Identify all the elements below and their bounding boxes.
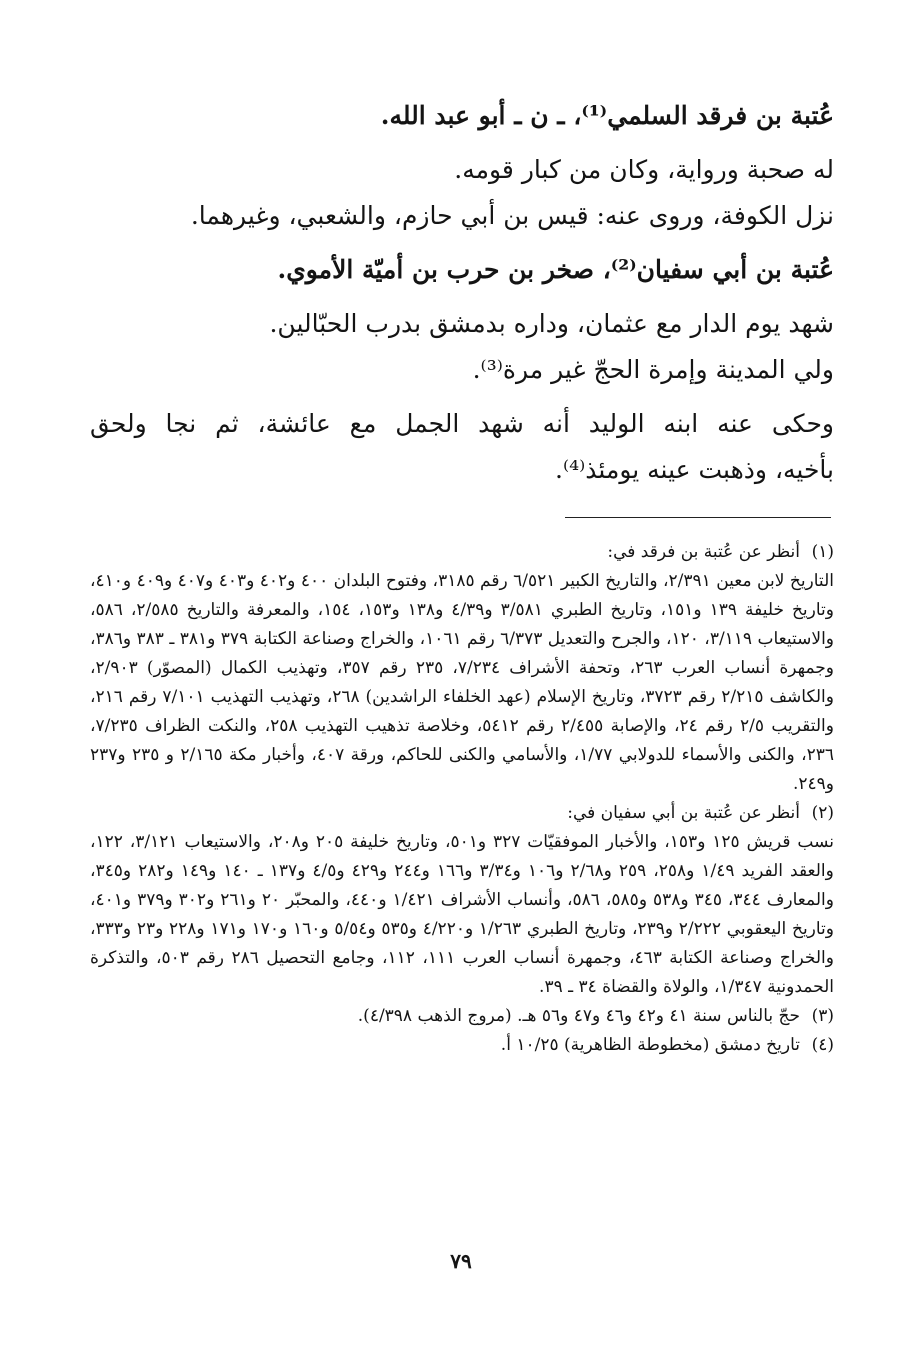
entry-text-line: ولي المدينة وإمرة الحجّ غير مرة⁽³⁾. xyxy=(472,355,834,384)
entry-text-line: له صحبة ورواية، وكان من كبار قومه. xyxy=(454,155,834,184)
footnote-number: (١) xyxy=(811,542,834,562)
footnotes xyxy=(90,538,834,1060)
footnote-2 xyxy=(90,799,834,1002)
footnote-number: (٢) xyxy=(811,803,834,823)
footnote-number: (٤) xyxy=(811,1035,834,1055)
entry-text-line: وحكى عنه ابنه الوليد أنه شهد الجمل مع عائشة، ثم نجا ولحق xyxy=(90,409,834,438)
footnote-body: نسب قريش ١٢٥ و١٥٣، والأخبار الموفقيّات ٣٢٧ و٥٠١، وتاريخ خليفة ٢٠٥ و٢٠٨، والاستيعاب ٣/١٢١، ١٢٢، والعقد الفريد ١/٤٩ و٢٥٨، ٢٥٩ و٢/٦٨ و١٠٦ و٣/٣٤ و١٦٦ و٢٤٤ و٤٢٩ و٤/٥ و١٣٧ ـ ١٤٠ و١٤٩ و٢٨٢ و٣٤٥، والمعارف ٣٤٤، ٣٤٥ و٥٣٨ و٥٨٥، ٥٨٦، وأنساب الأشراف ١/٤٢١ و٤٤٠، والمحبّر ٢٠ و٢٦١ و٣٠٢ و٣٧٩ و٤٠١، وتاريخ اليعقوبي ٢/٢٢٢ و٢٣٩، وتاريخ الطبري ١/٢٦٣ و٤/٢٢٠ و٥٣٥ و٥/٥٤ و١٦٠ و١٧٠ و١٧١ و٢٢٨ و٢٣ و٣٣٣، والخراج وصناعة الكتابة ٤٦٣، وجمهرة أنساب العرب ١١١، ١١٢، وجامع التحصيل ٢٨٦ رقم ٥٠٣، والتذكرة الحمدونية ١/٣٤٧، والولاة والقضاة ٣٤ ـ ٣٩. xyxy=(90,832,834,997)
page-number: ٧٩ xyxy=(450,1249,472,1273)
footnote-number: (٣) xyxy=(811,1006,834,1026)
footnote-1 xyxy=(90,538,834,799)
footnote-4 xyxy=(90,1031,834,1060)
footnote-text: حجّ بالناس سنة ٤١ و٤٢ و٤٦ و٤٧ و٥٦ هـ. (مروج الذهب ٤/٣٩٨). xyxy=(357,1006,800,1026)
footnote-text: تاريخ دمشق (مخطوطة الظاهرية) ١٠/٢٥ أ. xyxy=(500,1035,800,1055)
footnote-body: التاريخ لابن معين ٢/٣٩١، والتاريخ الكبير ٦/٥٢١ رقم ٣١٨٥، وفتوح البلدان ٤٠٠ و٤٠٢ و٤٠٣ و٤٠٧ و٤٠٩ و٤١٠، وتاريخ خليفة ١٣٩ و١٥١، وتاريخ الطبري ٣/٥٨١ و٤/٣٩ و١٣٨ و١٥٣، ١٥٤، والمعرفة والتاريخ ٢/٥٨٥، ٥٨٦، والاستيعاب ٣/١١٩، ١٢٠، والجرح والتعديل ٦/٣٧٣ رقم ١٠٦١، والخراج وصناعة الكتابة ٣٧٩ و٣٨١ ـ ٣٨٣ و٣٨٦، وجمهرة أنساب العرب ٢٦٣، وتحفة الأشراف ٧/٢٣٤، ٢٣٥ رقم ٣٥٧، وتهذيب الكمال (المصوّر) ٢/٩٠٣، والكاشف ٢/٢١٥ رقم ٣٧٢٣، وتاريخ الإسلام (عهد الخلفاء الراشدين) ٢٦٨، وتهذيب التهذيب ٧/١٠١ رقم ٢١٦، والتقريب ٢/٥ رقم ٢٤، والإصابة ٢/٤٥٥ رقم ٥٤١٢، وخلاصة تذهيب التهذيب ٢٥٨، والنكت الظراف ٧/٢٣٥، ٢٣٦، والكنى والأسماء للدولابي ١/٧٧، والأسامي والكنى للحاكم، ورقة ٤٠٧، وأخبار مكة ٢/١٦٥ و ٢٣٥ و٢٣٧ و٢٤٩. xyxy=(90,571,835,794)
entry-text-line: نزل الكوفة، وروى عنه: قيس بن أبي حازم، والشعبي، وغيرهما. xyxy=(190,201,834,230)
main-text xyxy=(90,96,834,490)
footnote-heading: أنظر عن عُتبة بن أبي سفيان في: xyxy=(567,803,800,823)
entry-text-line: شهد يوم الدار مع عثمان، وداره بدمشق بدرب الحبّالين. xyxy=(269,309,834,338)
entry-heading-utba-ibn-abi-sufyan: عُتبة بن أبي سفيان⁽²⁾، صخر بن حرب بن أميّة الأموي. xyxy=(277,255,834,284)
entry-heading-utba-ibn-farqad: عُتبة بن فرقد السلمي⁽¹⁾، ـ ن ـ أبو عبد الله. xyxy=(380,101,834,130)
footnote-3 xyxy=(90,1002,834,1031)
footnote-separator xyxy=(565,517,831,518)
entry-text-line: بأخيه، وذهبت عينه يومئذ⁽⁴⁾. xyxy=(555,455,834,484)
footnote-heading: أنظر عن عُتبة بن فرقد في: xyxy=(607,542,800,562)
